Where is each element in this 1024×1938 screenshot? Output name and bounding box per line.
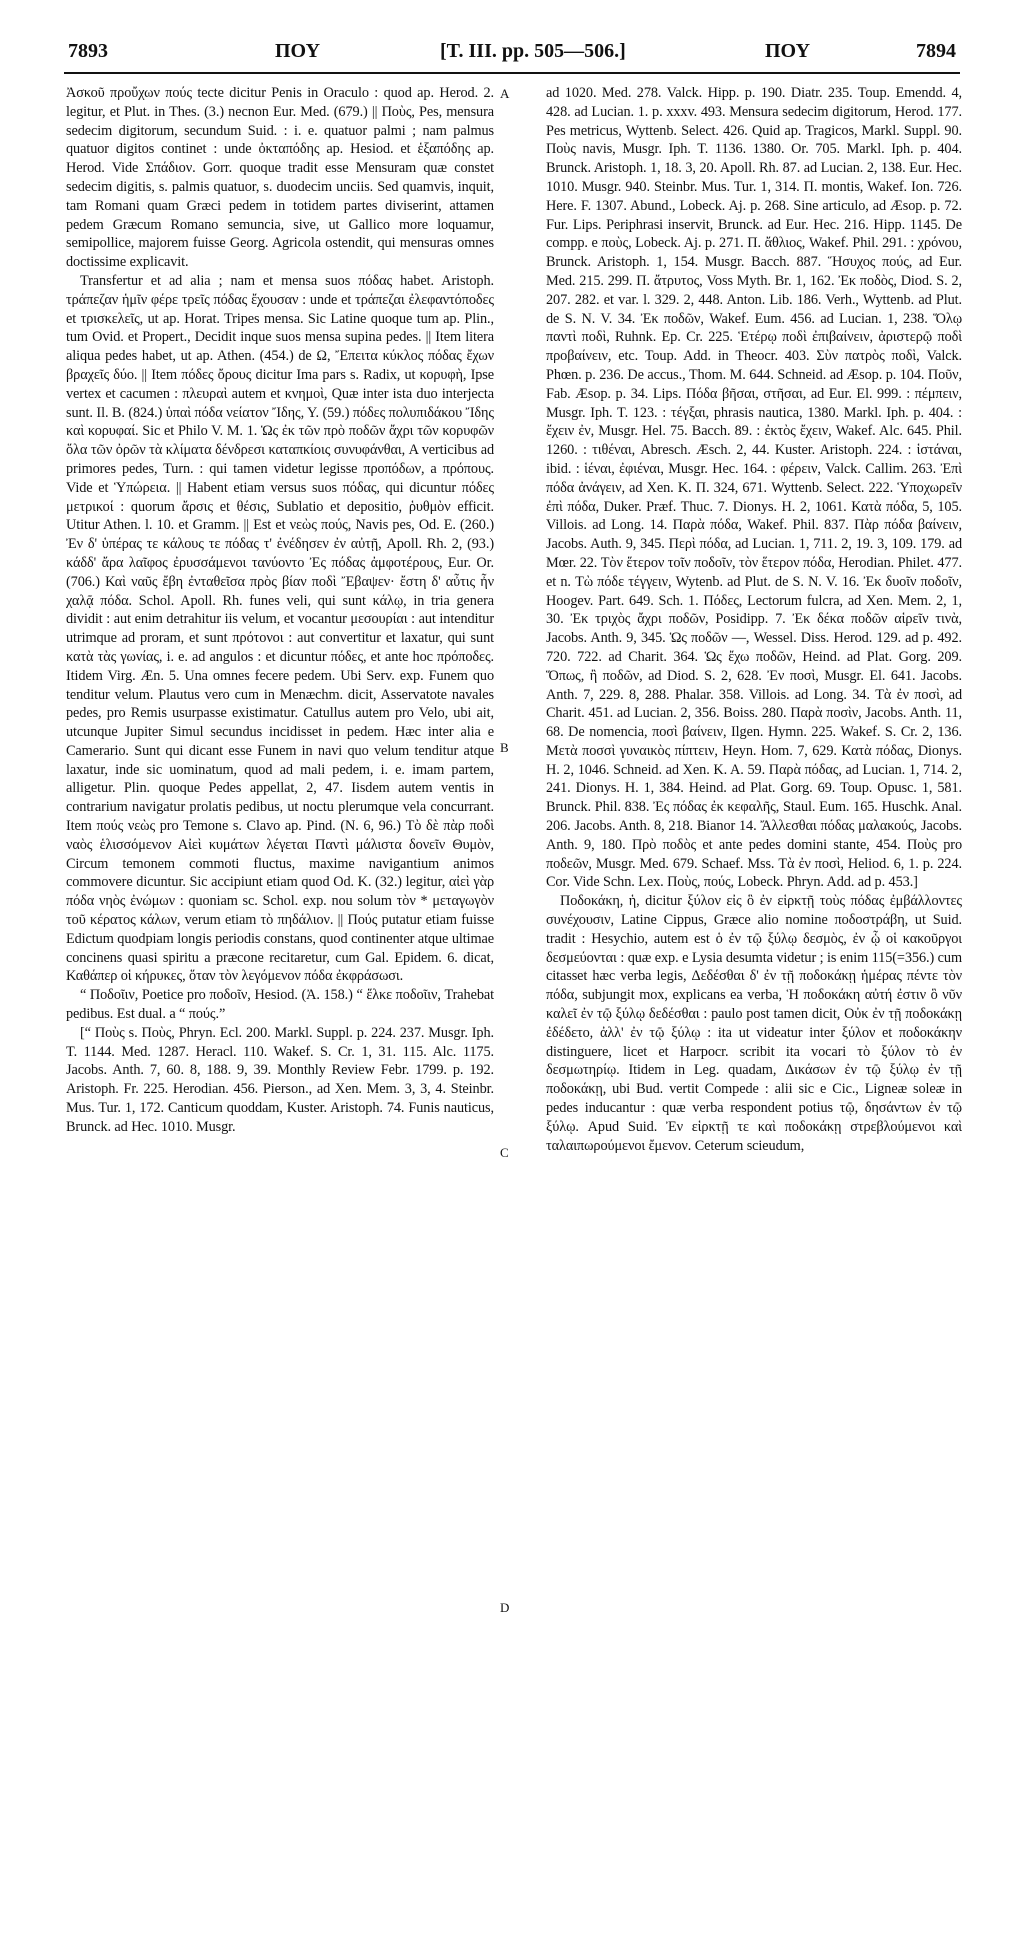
column-number-left: 7893 xyxy=(68,40,108,62)
entry-paragraph: Transfertur et ad alia ; nam et mensa suos πόδας habet. Aristoph. τράπεζαν ἡμῖν φέρε τρεῖς πόδας ἔχουσαν : unde et τράπεζαι ἐλεφαντόποδες et τρισκελεῖς, ut ap. Horat. Tripes mensa. Sic Latine quoque tum ap. Plin., tum Ovid. et Propert., Decidit inque suos mensa supina pedes. || Item litera aliqua pedes habet, ut ap. Athen. (454.) de Ω, Ἔπειτα κύκλος πόδας ἔχων βραχεῖς δύο. || Item πόδες ὄρους dicitur Ima pars s. Radix, ut κορυφὴ, Ipse vertex et cacumen : πλευραὶ autem et κνημοὶ, Quæ inter ista duo interjecta sunt. Il. B. (824.) ὑπαὶ πόδα νείατον Ἴδης, Υ. (59.) πόδες πολυπιδάκου Ἴδης καὶ κορυφαί. Sic et Philo V. M. 1. Ὡς ἐκ τῶν πρὸ ποδῶν ἄχρι τῶν κορυφῶν ὅλα τῶν ὀρῶν τὰ κλίματα δένδρεσι καταπκίοις συνυφάνθαι, A verticibus ad primores pedes, Turn. : qui tamen videtur legisse προπόδων, a πρόπους. Vide et Ὑπώρεια. || Habent etiam versus suos πόδας, qui dicuntur πόδες μετρικοί : quorum ἄρσις et θέσις, Sublatio et depositio, ῥυθμὸν efficit. Utitur Athen. l. 10. et Gramm. || Est et νεὼς πούς, Navis pes, Od. E. (260.) Ἐν δ' ὑπέρας τε κάλους τε πόδας τ' ἐνέδησεν ἐν αὐτῇ, Apoll. Rh. 2, (93.) κάδδ' ἄρα λαῖφος ἐρυσσάμενοι τανύοντο Ἐς πόδας ἀμφοτέρους, Eur. Or. (706.) Καὶ ναῦς ἔβη ἐνταθεῖσα πρὸς βίαν ποδὶ Ἔβαψεν· ἔστη δ' αὖτις ἦν χαλᾷ πόδα. Schol. Apoll. Rh. funes veli, qui sunt κάλῳ, in tria genera dividit : aut enim detrahitur iis velum, et vocantur μεσουρίαι : aut intenditur utrimque ad proram, et sunt πρότονοι : aut convertitur et laxatur, qui sunt κατὰ τὰς γωνίας, i. e. ad angulos : et dicuntur πόδες, et ante hoc πρόποδες. Itidem Virg. Æn. 5. Una omnes fecere pedem. Ubi Serv. exp. Funem quo tenditur velum. Plautus vero cum in Menæchm. dicit, Asservatote navales pedes, pro Remis usurpasse existimatur. Catullus autem pro Velo, ubi ait, utcunque Jupiter Simul secundus incidisset in pedem. Hæc inter alia e Camerario. Sunt qui dicant esse Funem in navi quo velum tenditur atque laxatur, inde sic uominatum, quod ad mali pedem, i. e. imam partem, alligetur. Plin. quoque Pedes appellat, 2, 47. Iisdem autem ventis in contrarium navigatur prolatis pedibus, ut noctu plerumque vela concurrant. Item πούς νεὼς pro Temone s. Clavo ap. Pind. (N. 6, 96.) Τὸ δὲ πὰρ ποδὶ ναὸς ἑλισσόμενον Αἰεὶ κυμάτων λέγεται Παντὶ μάλιστα δονεῖν Θυμὸν, Circum temonem commoti fluctus, maxime navigantium animos commovere dicuntur. Sic accipiunt etiam quod Od. K. (32.) legitur, αἰεὶ γὰρ πόδα νηὸς ἐνώμων : quoniam sc. Schol. exp. nou solum τὸν * μεταγωγὸν τοῦ κέρατος κάλων, verum etiam τὸ πηδάλιον. || Πούς putatur etiam fuisse Edictum quodpiam longis periodis constans, quod continenter atque ultimae concinens quasi spiritu a præcone recitaretur, cum Gal. Epidem. 6. dicat, Καθάπερ οἱ κήρυκες, ὅταν τὸν λεγόμενον πόδα ἐκφράσωσι. xyxy=(66,272,494,985)
left-column xyxy=(66,84,494,1904)
header-rule xyxy=(64,72,960,74)
entry-paragraph: [“ Ποὺς s. Ποὺς, Phryn. Ecl. 200. Markl. Suppl. p. 224. 237. Musgr. Iph. T. 1144. Med. 1287. Heracl. 110. Wakef. S. Cr. 1, 31. 115. Alc. 1175. Jacobs. Anth. 7, 60. 8, 188. 9, 39. Monthly Review Febr. 1799. p. 192. Aristoph. Fr. 225. Herodian. 456. Pierson., ad Xen. Mem. 3, 3, 4. Steinbr. Mus. Tur. 1, 172. Canticum quoddam, Kuster. Aristoph. 74. Funis nauticus, Brunck. ad Hec. 1010. Musgr. xyxy=(66,1024,494,1135)
entry-paragraph: Ἀσκοῦ προὔχων πούς tecte dicitur Penis in Oraculo : quod ap. Herod. 2. legitur, et Plut. in Thes. (3.) necnon Eur. Med. (679.) || Ποὺς, Pes, mensura sedecim digitorum, secundum Suid. : i. e. quatuor palmi ; nam palmus quatuor digitos continet : unde ὀκταπόδης ap. Hesiod. et ἑξαπόδης ap. Herod. Vide Σπάδιον. Gorr. quoque tradit esse Mensuram quæ constet sedecim digitis, s. palmis quatuor, s. duodecim unciis. Sed quamvis, inquit, tam Romani quam Græci pedem in totidem partes diviserint, attamen pedem Græcum Romano semuncia, sive, ut Gallico more loquamur, semipollice, majorem fuisse Georg. Agricola ostendit, qui mensuras omnes doctissime explicavit. xyxy=(66,85,494,271)
entry-paragraph: Ποδοκάκη, ἡ, dicitur ξύλον εἰς ὃ ἐν εἱρκτῇ τοὺς πόδας ἐμβάλλοντες συνέχουσιν, Latine Cippus, Græce alio nomine ποδοστράβη, ut Suid. tradit : Hesychio, autem est ὁ ἐν τῷ ξύλῳ δεσμὸς, ἐν ᾧ οἱ κακοῦργοι δεσμεύονται : quæ exp. e Lysia desumta videtur ; is enim 115(=356.) cum citasset hæc verba legis, Δεδέσθαι δ' ἐν τῇ ποδοκάκῃ ἡμέρας πέντε τὸν πόδα, subjungit mox, explicans ea verba, Ἡ ποδοκάκη αὐτή ἐστιν ὃ νῦν καλεῖ ἐν τῷ ξύλῳ δεδέσθαι : paulo post tamen dicit, Οὐκ ἐν τῇ ποδοκάκῃ ἐδέδετο, ἀλλ' ἐν τῷ ξύλῳ : ita ut videatur inter ξύλον et ποδοκάκην distinguere, licet et Harpocr. scribit ita vocari τὸ ξύλον τὸ ἐν δεσμωτηρίῳ. Itidem in Leg. quadam, Δικάσων ἐν τῷ ξύλῳ ἐν τῇ ποδοκάκῃ, ubi Bud. vertit Compede : alii sic e Cic., Ligneæ soleæ in pedes inducantur : quæ verba respondent potius τῷ, δησάντων ἐν τῷ ξύλῳ. Apud Suid. Ἐν εἱρκτῇ τε καὶ ποδοκάκῃ στρεβλούμενοι καὶ ταλαιπωρούμενοι ἔμενον. Ceterum scieudum, xyxy=(546,893,962,1154)
entry-paragraph: “ Ποδοῖιν, Poetice pro ποδοῖν, Hesiod. (Ἀ. 158.) “ ἕλκε ποδοῖιν, Trahebat pedibus. Est dual. a “ πούς.” xyxy=(66,987,494,1023)
header-word-right: ΠΟΥ xyxy=(765,40,811,62)
section-marker-d: D xyxy=(500,1600,510,1615)
section-marker-c: C xyxy=(500,1145,509,1160)
section-marker-a: A xyxy=(500,86,510,101)
header-word-left: ΠΟΥ xyxy=(275,40,321,62)
header-page-range: [Τ. ΙΙΙ. pp. 505—506.] xyxy=(440,40,626,62)
right-column xyxy=(546,84,962,1904)
section-marker-b: B xyxy=(500,740,509,755)
entry-paragraph: ad 1020. Med. 278. Valck. Hipp. p. 190. Diatr. 235. Toup. Emendd. 4, 428. ad Lucian. 1. p. xxxv. 493. Mensura sedecim digitorum, Herod. 177. Pes metricus, Wyttenb. Select. 426. Quid ap. Tragicos, Markl. Suppl. 90. Ποὺς navis, Musgr. Iph. T. 1136. 1380. Or. 705. Markl. Iph. p. 404. Brunck. Aristoph. 1, 18. 3, 20. Apoll. Rh. 87. ad Lucian. 2, 138. Eur. Hec. 1010. Musgr. 940. Steinbr. Mus. Tur. 1, 314. Π. montis, Wakef. Ion. 726. Here. F. 1307. Abund., Lobeck. Aj. p. 268. Sine articulo, ad Æsop. p. 72. Fur. Lips. Periphrasi inservit, Brunck. ad Eur. Hec. 216. Hipp. 1145. De compp. e ποὺς, Lobeck. Aj. p. 271. Π. ἄθλιος, Wakef. Phil. 291. : χρόνου, Brunck. Aristoph. 1, 154. Musgr. Bacch. 887. Ἥσυχος πούς, ad Eur. Med. 215. 299. Π. ἄτρυτος, Voss Myth. Br. 1, 162. Ἐκ ποδὸς, Diod. S. 2, 207. 282. et var. l. 329. 2, 448. Anton. Lib. 186. Verh., Wyttenb. ad Plut. de S. N. V. 34. Ἐκ ποδῶν, Wakef. Eum. 456. ad Lucian. 1, 238. Ὅλῳ παντὶ ποδὶ, Ruhnk. Ep. Cr. 225. Ἑτέρῳ ποδὶ ἐπιβαίνειν, ἀριστερῷ ποδὶ προβαίνειν, etc. Toup. Add. in Theocr. 403. Σὺν πατρὸς ποδὶ, Valck. Phœn. p. 236. De accus., Thom. M. 644. Schneid. ad Æsop. p. 104. Ποῦν, Fab. Æsop. p. 34. Lips. Πόδα βῆσαι, στῆσαι, ad Eur. El. 999. : πέμπειν, Musgr. Iph. T. 123. : τέγξαι, phrasis nautica, 1380. Markl. Iph. p. 404. : ἔχειν ἐν, Musgr. Hel. 75. Bacch. 89. : ἐκτὸς ἔχειν, Wakef. Alc. 645. Phil. 1260. : τιθέναι, Abresch. Æsch. 2, 44. Kuster. Aristoph. 224. : ἱστάναι, ibid. : ἱέναι, ἐφιέναι, Musgr. Hec. 164. : φέρειν, Valck. Callim. 263. Ἐπὶ πόδα ἀνάγειν, ad Xen. K. Π. 324, 671. Wyttenb. Select. 222. Ὑποχωρεῖν ἐπὶ πόδα, Duker. Præf. Thuc. 7. Dionys. H. 2, 1061. Κατὰ πόδα, 5, 105. Villois. ad Long. 14. Παρὰ πόδα, Wakef. Phil. 837. Πὰρ πόδα βαίνειν, Jacobs. Auth. 9, 345. Περὶ πόδα, ad Lucian. 1, 711. 2, 19. 3, 109. 179. ad Mœr. 22. Τὸν ἕτερον τοῖν ποδοῖν, τὸν ἕτερον πόδα, Herodian. Philet. 477. et n. Τὼ πόδε τέγγειν, Wytenb. ad Plut. de S. N. V. 16. Ἐκ δυοῖν ποδοῖν, Hoogev. Part. 649. Sch. 1. Πόδες, Lectorum fulcra, ad Xen. Mem. 2, 1, 30. Ἐκ τριχὸς ἄχρι ποδῶν, Posidipp. 7. Ἐκ δέκα ποδῶν αἱρεῖν τινὰ, Jacobs. Anth. 9, 345. Ὡς ποδῶν —, Wessel. Diss. Herod. 129. ad p. 492. 720. 722. ad Charit. 364. Ὡς ἔχω ποδῶν, Heind. ad Plat. Gorg. 209. Ὅπως, ἢ ποδῶν, ad Diod. S. 2, 628. Ἐν ποσὶ, Musgr. El. 641. Jacobs. Anth. 7, 229. 8, 288. Phalar. 358. Villois. ad Long. 34. Τὰ ἐν ποσὶ, ad Charit. 451. ad Lucian. 2, 356. Boiss. 280. Παρὰ ποσὶν, Jacobs. Anth. 11, 68. De nomencia, ποσὶ βαίνειν, Ilgen. Hymn. 225. Wakef. S. Cr. 2, 136. Μετὰ ποσσὶ γυναικὸς πίπτειν, Heyn. Hom. 7, 629. Κατὰ πόδας, Dionys. H. 2, 1046. Schneid. ad Xen. K. A. 59. Παρὰ πόδας, ad Lucian. 1, 714. 2, 241. Dionys. H. 1, 384. Heind. ad Plat. Gorg. 69. Toup. Opusc. 1, 581. Brunck. Phil. 838. Ἐς πόδας ἐκ κεφαλῆς, Staul. Eum. 165. Huschk. Anal. 206. Jacobs. Anth. 8, 218. Bianor 14. Ἄλλεσθαι πόδας μαλακούς, Jacobs. Anth. 9, 180. Πρὸ ποδὸς et ante pedes domini stante, 454. Ποὺς pro ποδεῶν, Musgr. Med. 679. Schaef. Mss. Τὰ ἐν ποσὶ, Heliod. 6, 1. p. 224. Cor. Vide Schn. Lex. Ποὺς, πούς, Lobeck. Phryn. Add. ad p. 453.] xyxy=(546,85,962,891)
column-number-right: 7894 xyxy=(916,40,956,62)
page-header xyxy=(60,40,964,72)
